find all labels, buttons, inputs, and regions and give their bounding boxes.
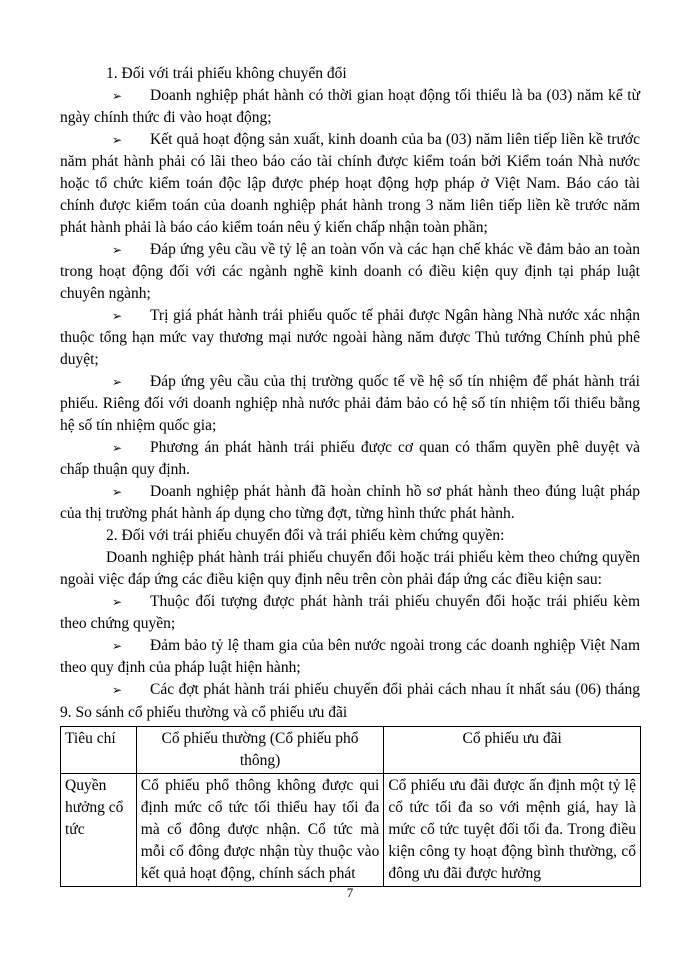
bullet-arrow-icon: ➢ bbox=[112, 683, 123, 697]
bullet-arrow-icon: ➢ bbox=[112, 133, 123, 147]
table-cell-criterion: Quyền hưởng cổ tức bbox=[61, 774, 137, 887]
section2-item-1: ➢ Thuộc đối tượng được phát hành trái phiếu chuyển đổi hoặc trái phiếu kèm theo chứng quyền; bbox=[60, 593, 640, 632]
bullet-arrow-icon: ➢ bbox=[112, 375, 123, 389]
table-row bbox=[61, 774, 641, 887]
bullet-arrow-icon: ➢ bbox=[112, 243, 123, 257]
section1-item-1: ➢ Doanh nghiệp phát hành có thời gian hoạt động tối thiểu là ba (03) năm kể từ ngày chính thức đi vào hoạt động; bbox=[60, 87, 640, 126]
bullet-arrow-icon: ➢ bbox=[112, 441, 123, 455]
section2-item-2: ➢ Đảm bảo tỷ lệ tham gia của bên nước ngoài trong các doanh nghiệp Việt Nam theo quy định của pháp luật hiện hành; bbox=[60, 637, 640, 676]
table-cell-preferred-stock: Cổ phiếu ưu đãi được ấn định một tỷ lệ cổ tức tối đa so với mệnh giá, hay là mức cổ tức tuyệt đối tối đa. Trong điều kiện công ty hoạt động bình thường, cổ đông ưu đãi được hưởng bbox=[384, 774, 641, 887]
table-header-row bbox=[61, 727, 641, 774]
section2-item-3: ➢ Các đợt phát hành trái phiếu chuyển đổi phải cách nhau ít nhất sáu (06) tháng bbox=[60, 679, 640, 701]
section1-item-7: ➢ Doanh nghiệp phát hành đã hoàn chỉnh hồ sơ phát hành theo đúng luật pháp của thị trường phát hành áp dụng cho từng đợt, từng hình thức phát hành. bbox=[60, 483, 640, 522]
table-header-preferred-stock: Cổ phiếu ưu đãi bbox=[384, 727, 641, 774]
section1-heading: 1. Đối với trái phiếu không chuyển đổi bbox=[106, 65, 347, 82]
comparison-table bbox=[60, 726, 641, 887]
section1-item-6: ➢ Phương án phát hành trái phiếu được cơ quan có thẩm quyền phê duyệt và chấp thuận quy định. bbox=[60, 439, 640, 478]
section2-intro: Doanh nghiệp phát hành trái phiếu chuyển đổi hoặc trái phiếu kèm theo chứng quyền ngoài việc đáp ứng các điều kiện quy định nêu trên còn phải đáp ứng các điều kiện sau: bbox=[60, 549, 640, 588]
page-number: 7 bbox=[346, 885, 354, 900]
section1-item-2: ➢ Kết quả hoạt động sản xuất, kinh doanh của ba (03) năm liên tiếp liền kề trước năm phát hành phải có lãi theo báo cáo tài chính được kiểm toán bởi Kiểm toán Nhà nước hoặc tổ chức kiểm toán độc lập được phép hoạt động hợp pháp ở Việt Nam. Báo cáo tài chính được kiểm toán của doanh nghiệp phát hành trong 3 năm liên tiếp liền kề trước năm phát hành phải là báo cáo kiểm toán nêu ý kiến chấp nhận toàn phần; bbox=[60, 131, 640, 236]
bullet-arrow-icon: ➢ bbox=[112, 639, 123, 653]
section1-item-3: ➢ Đáp ứng yêu cầu về tỷ lệ an toàn vốn và các hạn chế khác về đảm bảo an toàn trong hoạt động đối với các ngành nghề kinh doanh có điều kiện quy định tại pháp luật chuyên ngành; bbox=[60, 241, 640, 302]
table-cell-common-stock: Cổ phiếu phổ thông không được qui định mức cổ tức tối thiểu hay tối đa mà cổ đông được nhận. Cổ tức mà mỗi cổ đông được nhận tùy thuộc vào kết quả hoạt động, chính sách phát bbox=[136, 774, 384, 887]
bullet-arrow-icon: ➢ bbox=[112, 309, 123, 323]
bullet-arrow-icon: ➢ bbox=[112, 89, 123, 103]
table-header-criterion: Tiêu chí bbox=[61, 727, 137, 774]
section2-heading: 2. Đối với trái phiếu chuyển đổi và trái phiếu kèm chứng quyền: bbox=[106, 527, 505, 544]
section9-heading: 9. So sánh cổ phiếu thường và cổ phiếu ưu đãi bbox=[60, 704, 348, 721]
table-header-common-stock: Cổ phiếu thường (Cổ phiếu phổ thông) bbox=[136, 727, 384, 774]
section1-item-4: ➢ Trị giá phát hành trái phiếu quốc tế phải được Ngân hàng Nhà nước xác nhận thuộc tổng hạn mức vay thương mại nước ngoài hàng năm được Thủ tướng Chính phủ phê duyệt; bbox=[60, 307, 640, 368]
bullet-arrow-icon: ➢ bbox=[112, 595, 123, 609]
section1-item-5: ➢ Đáp ứng yêu cầu của thị trường quốc tế về hệ số tín nhiệm để phát hành trái phiếu. Riêng đối với doanh nghiệp nhà nước phải đảm bảo có hệ số tín nhiệm tối thiểu bằng hệ số tín nhiệm quốc gia; bbox=[60, 373, 640, 434]
bullet-arrow-icon: ➢ bbox=[112, 485, 123, 499]
